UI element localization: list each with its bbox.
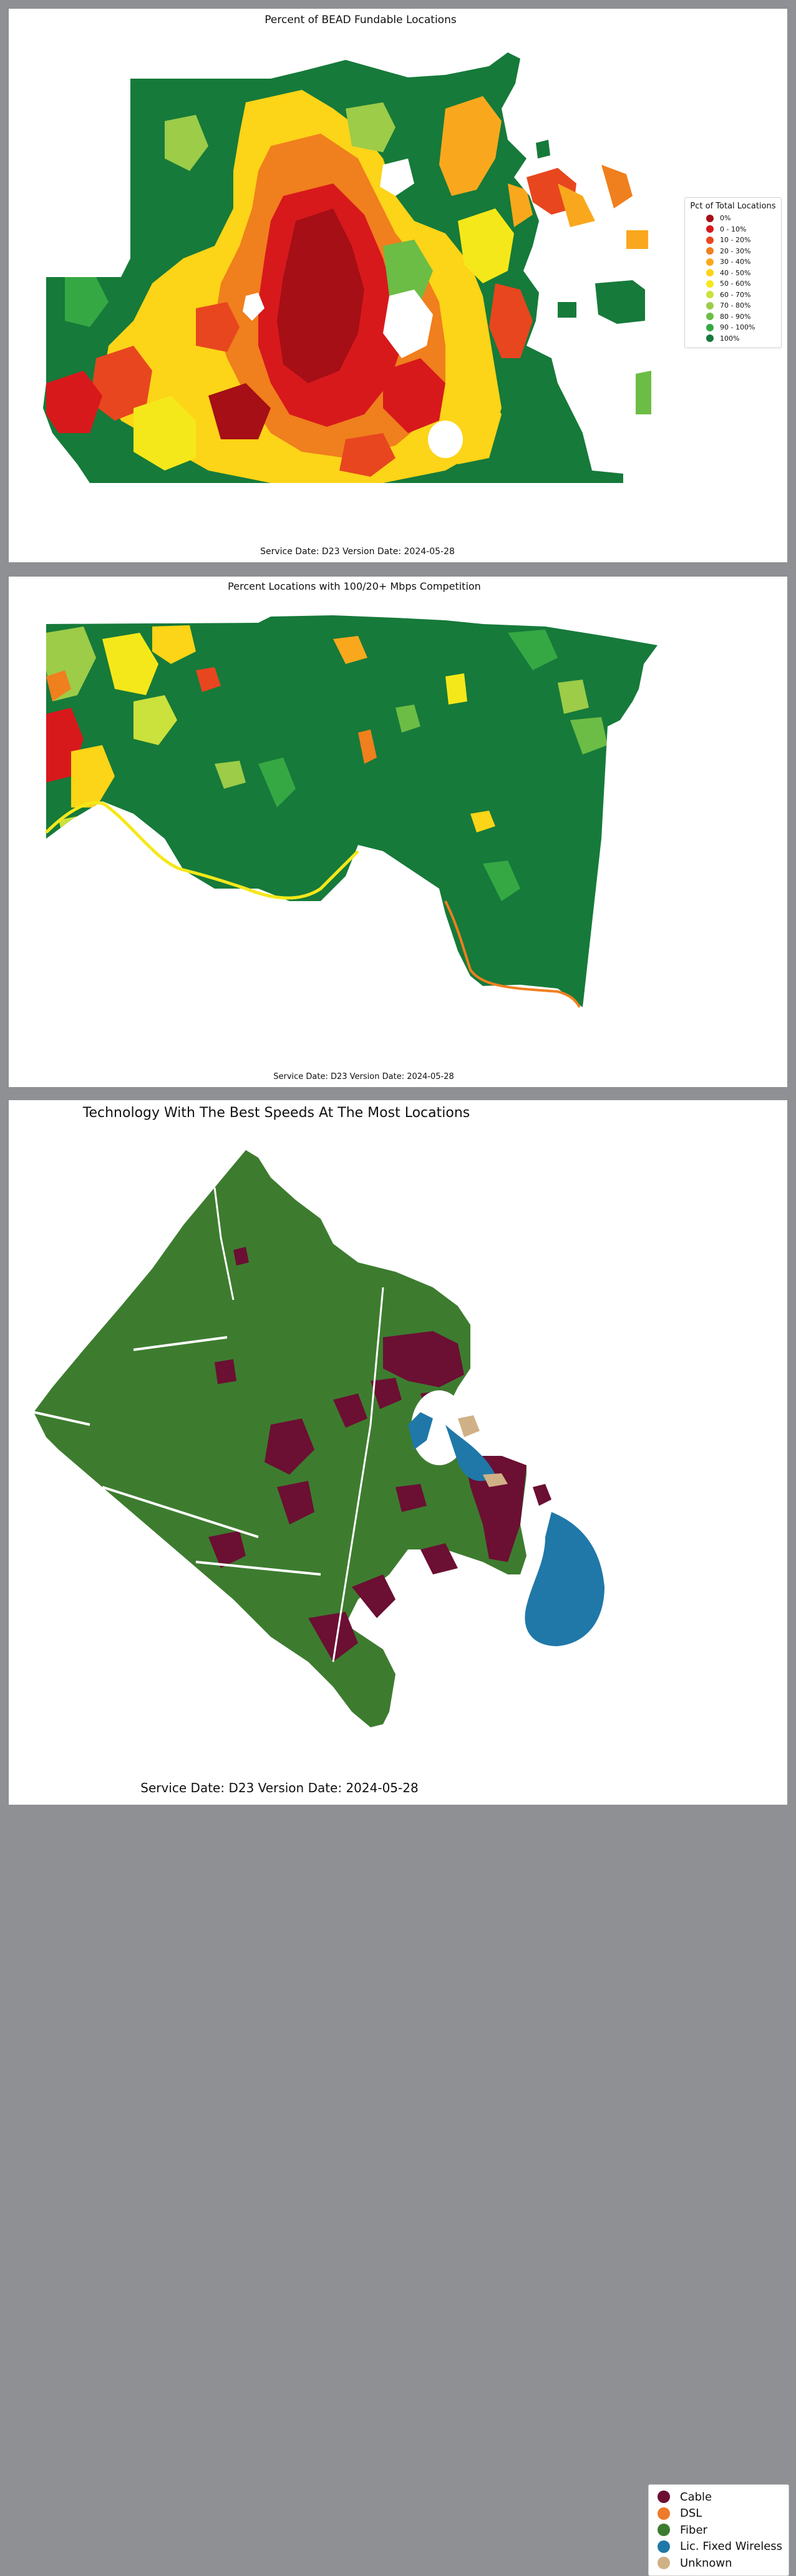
legend-label: Unknown	[680, 2556, 732, 2570]
legend-label: 20 - 30%	[720, 246, 751, 255]
legend-swatch	[706, 237, 714, 244]
legend-swatch	[706, 280, 714, 288]
legend-item	[689, 224, 777, 235]
competition-map	[9, 577, 787, 1087]
technology-map-panel	[9, 1100, 787, 2570]
legend-item	[689, 311, 777, 323]
legend-item	[689, 256, 777, 268]
map-title: Percent Locations with 100/20+ Mbps Competition	[228, 580, 481, 592]
legend-item	[655, 2489, 782, 2505]
legend-item	[689, 268, 777, 279]
map-title: Technology With The Best Speeds At The Most Locations	[82, 1105, 470, 1121]
legend-swatch	[706, 334, 714, 342]
legend-swatch	[706, 313, 714, 320]
legend-item	[655, 2522, 782, 2539]
legend-label: Fiber	[680, 2523, 707, 2537]
legend-label: Lic. Fixed Wireless	[680, 2540, 783, 2554]
legend-title: Pct of Total Locations	[690, 202, 776, 211]
map-title: Percent of BEAD Fundable Locations	[265, 14, 457, 26]
legend-item	[689, 290, 777, 301]
legend-items	[689, 213, 777, 344]
legend-swatch	[706, 247, 714, 255]
legend-label: 90 - 100%	[720, 323, 755, 332]
service-date-footer: Service Date: D23 Version Date: 2024-05-28	[260, 547, 455, 557]
legend-swatch	[658, 2540, 670, 2553]
legend-label: 50 - 60%	[720, 280, 751, 288]
legend-item	[689, 246, 777, 257]
legend-item	[689, 213, 777, 224]
legend-label: 70 - 80%	[720, 301, 751, 310]
service-date-footer: Service Date: D23 Version Date: 2024-05-28	[273, 1072, 454, 1081]
legend-label: 80 - 90%	[720, 312, 751, 321]
legend-item	[655, 2539, 782, 2555]
legend-swatch	[706, 302, 714, 310]
service-date-footer: Service Date: D23 Version Date: 2024-05-28	[140, 1780, 419, 1795]
legend-item	[689, 322, 777, 333]
legend-item	[689, 333, 777, 344]
bead-fundable-map-panel	[9, 9, 787, 562]
legend-item	[689, 300, 777, 311]
legend-item	[689, 278, 777, 290]
legend-label: 100%	[720, 334, 740, 343]
technology-map	[9, 1100, 787, 1805]
legend-item	[655, 2555, 782, 2572]
legend-swatch	[658, 2557, 670, 2569]
legend-label: DSL	[680, 2507, 702, 2520]
legend-swatch	[658, 2524, 670, 2536]
legend-label: 0 - 10%	[720, 225, 747, 233]
legend-swatch	[658, 2491, 670, 2503]
legend-swatch	[706, 258, 714, 266]
legend-swatch	[706, 215, 714, 222]
competition-map-panel	[9, 577, 787, 1087]
legend-label: 30 - 40%	[720, 258, 751, 266]
bead-fundable-map	[9, 9, 787, 562]
legend-label: Cable	[680, 2490, 712, 2504]
legend-swatch	[706, 225, 714, 233]
legend-swatch	[658, 2507, 670, 2520]
legend-item	[689, 235, 777, 246]
legend-label: 40 - 50%	[720, 268, 751, 277]
legend-label: 60 - 70%	[720, 290, 751, 299]
pct-legend	[684, 197, 782, 348]
legend-label: 10 - 20%	[720, 236, 751, 245]
legend-item	[655, 2505, 782, 2522]
technology-legend	[648, 2484, 789, 2576]
legend-label: 0%	[720, 214, 731, 223]
legend-items	[655, 2489, 782, 2572]
legend-swatch	[706, 269, 714, 276]
legend-swatch	[706, 291, 714, 298]
legend-swatch	[706, 324, 714, 331]
